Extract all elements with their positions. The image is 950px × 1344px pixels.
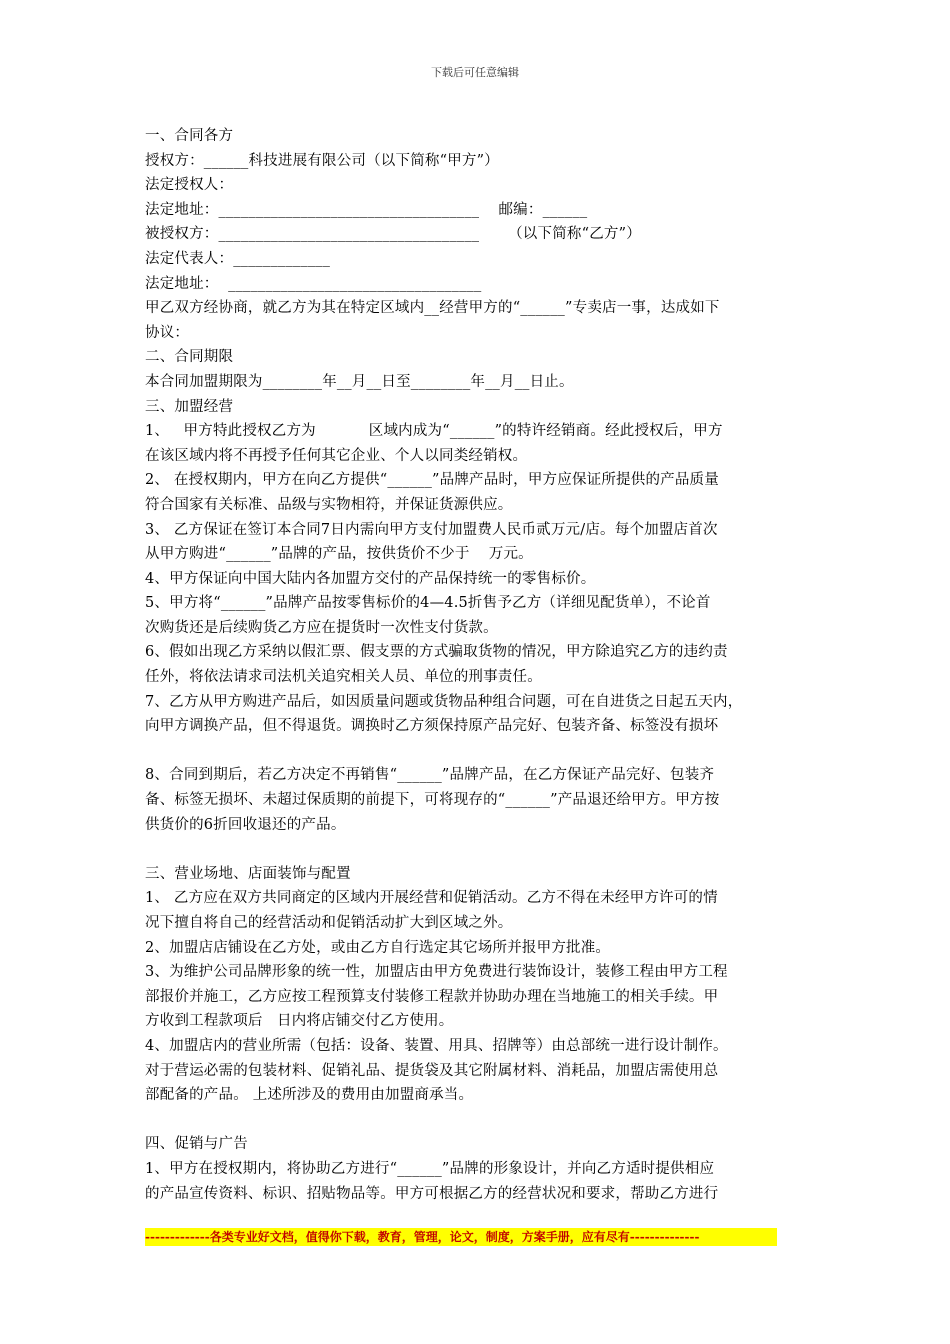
blank-line: [145, 739, 815, 764]
text-line: 法定代表人：_____________: [145, 250, 331, 267]
text-line: 1、 甲方特此授权乙方为 区域内成为“______”的特许经销商。经此授权后，甲方: [145, 423, 723, 440]
text-line: 供货价的6折回收退还的产品。: [145, 816, 346, 833]
text-line: 三、加盟经营: [145, 398, 234, 415]
text-line: 符合国家有关标准、品级与实物相符，并保证货源供应。: [145, 496, 513, 513]
text-line: 从甲方购进“______”品牌的产品，按供货价不少于 万元。: [145, 546, 533, 563]
text-line: 法定授权人：: [145, 177, 234, 194]
text-line: 授权方：______科技进展有限公司（以下简称“甲方”）: [145, 152, 499, 169]
text-line: 四、促销与广告: [145, 1136, 248, 1153]
text-line: 方收到工程款项后 日内将店铺交付乙方使用。: [145, 1013, 454, 1030]
text-line: 5、甲方将“______”品牌产品按零售标价的4—4.5折售予乙方（详细见配货单），不论首: [145, 595, 711, 612]
text-line: 任外，将依法请求司法机关追究相关人员、单位的刑事责任。: [145, 669, 542, 686]
text-line: 8、合同到期后，若乙方决定不再销售“______”品牌产品，在乙方保证产品完好、包装齐: [145, 767, 715, 784]
text-line: 况下擅自将自己的经营活动和促销活动扩大到区域之外。: [145, 915, 513, 931]
text-line: 向甲方调换产品，但不得退货。调换时乙方须保持原产品完好、包装齐备、标签没有损坏: [145, 718, 719, 735]
text-line: 协议：: [145, 324, 190, 341]
contract-body: [145, 124, 815, 1206]
text-line: 法定地址： __________________________________: [145, 275, 482, 292]
blank-line: [145, 837, 815, 862]
text-line: 被授权方：___________________________________ （以下简称“乙方”）: [145, 226, 641, 243]
text-line: 本合同加盟期限为________年__月__日至________年__月__日止。: [145, 373, 574, 390]
text-line: 2、加盟店店铺设在乙方处，或由乙方自行选定其它场所并报甲方批准。: [145, 939, 611, 956]
text-line: 6、假如出现乙方采纳以假汇票、假支票的方式骗取货物的情况，甲方除追究乙方的违约责: [145, 644, 728, 661]
text-line: 2、 在授权期内，甲方在向乙方提供“______”品牌产品时，甲方应保证所提供的产品质量: [145, 472, 719, 489]
text-line: 一、合同各方: [145, 128, 234, 144]
text-line: 法定地址：___________________________________ 邮编：______: [145, 201, 588, 218]
text-line: 4、甲方保证向中国大陆内各加盟方交付的产品保持统一的零售标价。: [145, 570, 596, 587]
text-line: 对于营运必需的包装材料、促销礼品、提货袋及其它附属材料、消耗品，加盟店需使用总: [145, 1062, 719, 1079]
text-line: 的产品宣传资料、标识、招贴物品等。甲方可根据乙方的经营状况和要求，帮助乙方进行: [145, 1185, 719, 1202]
text-line: 备、标签无损坏、未超过保质期的前提下，可将现存的“______”产品退还给甲方。甲方按: [145, 792, 720, 809]
text-line: 二、合同期限: [145, 349, 234, 366]
blank-line: [145, 1108, 815, 1133]
text-line: 1、甲方在授权期内，将协助乙方进行“______”品牌的形象设计，并向乙方适时提供相应: [145, 1160, 715, 1177]
text-line: 3、为维护公司品牌形象的统一性，加盟店由甲方免费进行装饰设计，装修工程由甲方工程: [145, 964, 728, 981]
text-line: 3、 乙方保证在签订本合同7日内需向甲方支付加盟费人民币贰万元/店。每个加盟店首次: [145, 521, 718, 538]
page-header: 下载后可任意编辑: [431, 66, 519, 79]
text-line: 在该区域内将不再授予任何其它企业、个人以同类经销权。: [145, 447, 528, 464]
footer-banner: -------------各类专业好文档，值得你下载，教育，管理，论文，制度，方案手册，应有尽有--------------: [145, 1228, 777, 1246]
text-line: 7、乙方从甲方购进产品后，如因质量问题或货物品种组合问题，可在自进货之日起五天内，: [145, 693, 743, 710]
text-line: 三、营业场地、店面装饰与配置: [145, 865, 351, 882]
text-line: 次购货还是后续购货乙方应在提货时一次性支付货款。: [145, 619, 498, 636]
text-line: 1、 乙方应在双方共同商定的区域内开展经营和促销活动。乙方不得在未经甲方许可的情: [145, 890, 718, 907]
text-line: 部报价并施工，乙方应按工程预算支付装修工程款并协助办理在当地施工的相关手续。甲: [145, 988, 719, 1005]
text-line: 4、加盟店内的营业所需（包括：设备、装置、用具、招牌等）由总部统一进行设计制作。: [145, 1037, 728, 1054]
text-line: 甲乙双方经协商，就乙方为其在特定区域内__经营甲方的“______”专卖店一事，达成如下: [145, 300, 720, 317]
text-line: 部配备的产品。 上述所涉及的费用由加盟商承当。: [145, 1087, 474, 1104]
